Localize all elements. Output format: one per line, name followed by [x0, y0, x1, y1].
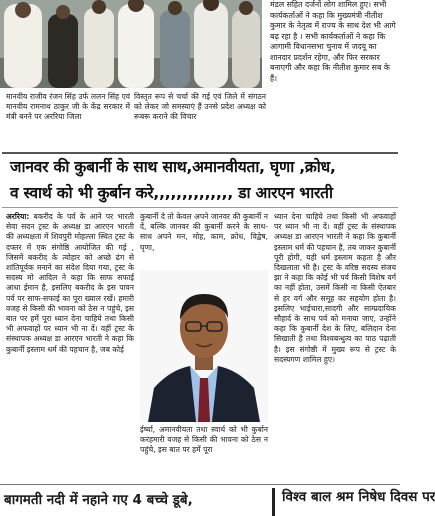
article-column-1: [6, 212, 134, 355]
previous-article-ending: मंडल सहित दर्जनों लोग शामिल हुए। सभी कार्यकर्ताओं ने कहा कि मुख्यमंत्री नीतीश कुमार के नेतृत्व में राज्य के साथ देश भी आगे बढ़ रहा है । सभी कार्यकर्ताओं ने कहा कि आगामी विधानसभा चुनाव में जदयू का शानदार प्रदर्शन रहेगा, और फिर सरकार बनाएगी और कहा कि नीतीश कुमार सब के हैं।: [270, 0, 396, 83]
article-column-1-text: बकरीद के पर्व के आने पर भारती सेवा सदन ट्रस्ट के अध्यक्ष डा आरएन भारती की अध्यक्षता में शिवपुरी मोहल्ला स्थित ट्रस्ट के दफ्तर में एक संगोष्ठि आयोजित की गई , जिसमें बकरीद के त्योहार को अच्छे ढंग से शांतिपूर्वक मनाने का संदेश दिया गया, ट्रस्ट के सदस्य मो आदिल ने कहा कि साफ सफाई आधा ईमान है, इसलिए बकरीद के इस पावन पर्व पर साफ-सफाई का पूरा ख्याल रखें। हमारी वजह से किसी की भावना को ठेस न पहुंचे, इस बात पर हमें पूरा ध्यान देना चाहिये तथा किसी भी अफवाहों पर ध्यान भी ना दें। वहीं ट्रस्ट के संस्थापक अध्यक्ष डा आरएन भारती ने कहा कि कुबार्नी इस्लाम धर्म की पहचान है, जब कोई: [6, 212, 134, 354]
headline-line-1: जानवर की कुबार्नी के साथ साथ,अमानवीयता, घृणा ,क्रोध,: [10, 158, 336, 176]
article-column-2-top: कुबार्नी दे तो केवल अपने जानवर की कुबार्नी न दें, बल्कि जानवर की कुबार्नी करने के साथ-साथ अपने मन, मोह, काम, क्रोध, विद्वेष, घृणा,: [140, 212, 268, 252]
article-column-3: ध्यान देना चाहिये तथा किसी भी अफवाहों पर ध्यान भी ना दें। वहीं ट्रस्ट के संस्थापक अध्यक्ष डा आरएन भारती ने कहा कि कुबार्नी इस्लाम धर्म की पहचान है, तब जाकर कुबार्नी पूरी होगी, यही धर्म इस्लाम कहता है और दिखलाता भी है। ट्रस्ट के वरिष्ठ सदस्य संजय झा ने कहा कि कोई भी पर्व किसी विशेष वर्ग का नहीं होता, उसमें किसी ना किसी ऐतबार से हर वर्ग और समूह का सहयोग होता है। इसलिए भाईचारा,सादगी और साम्प्रदायिक सौहार्द के साथ पर्व को मनाया जाए, उन्होंने कहा कि कुबार्नी देश के लिए, बलिदान देना सिखाती है तथा विश्वबन्धुत्व का पाठ पढ़ाती है। इस संगोष्ठी में मुख्य रूप से ट्रस्ट के सदस्यगण शामिल हुए।: [274, 212, 396, 364]
group-photo-image: [0, 0, 262, 88]
next-headline-left: बागमती नदी में नहाने गए 4 बच्चे डूबे,: [4, 492, 193, 508]
article-headline: [2, 152, 398, 208]
photo-caption-left: मानवीय राजीव रंजन सिंह उर्फ ललन सिंह एवं मानवीय रामनाथ ठाकुर जी के केंद्र सरकार में मंत्री बनने पर अररिया जिला: [6, 92, 130, 122]
author-portrait: [140, 270, 268, 422]
column-divider: [272, 488, 275, 516]
headline-line-2: व स्वार्थ को भी कुर्बान करे,,,,,,,,,,,,,, डा आरएन भारती: [10, 184, 333, 202]
photo-caption-middle: विस्तृत रूप से चर्चा की गई एवं जिले में संगठन को लेकर जो समस्याएं हैं उनसे प्रदेश अध्यक्ष को रूबरू कराने की विचार: [134, 92, 266, 122]
dateline: अररिया:: [6, 212, 30, 221]
top-news-photo: [0, 0, 262, 88]
article-column-2-bottom: ईर्ष्या, अमानवीयता तथा स्वार्थ को भी कुर्बान करहमारी वजह से किसी की भावना को ठेस न पहुंचे, इस बात पर हमें पूरा: [140, 425, 268, 455]
section-divider: [0, 484, 400, 485]
portrait-image: [140, 270, 268, 422]
next-headline-right: विश्व बाल श्रम निषेध दिवस पर: [282, 489, 435, 505]
